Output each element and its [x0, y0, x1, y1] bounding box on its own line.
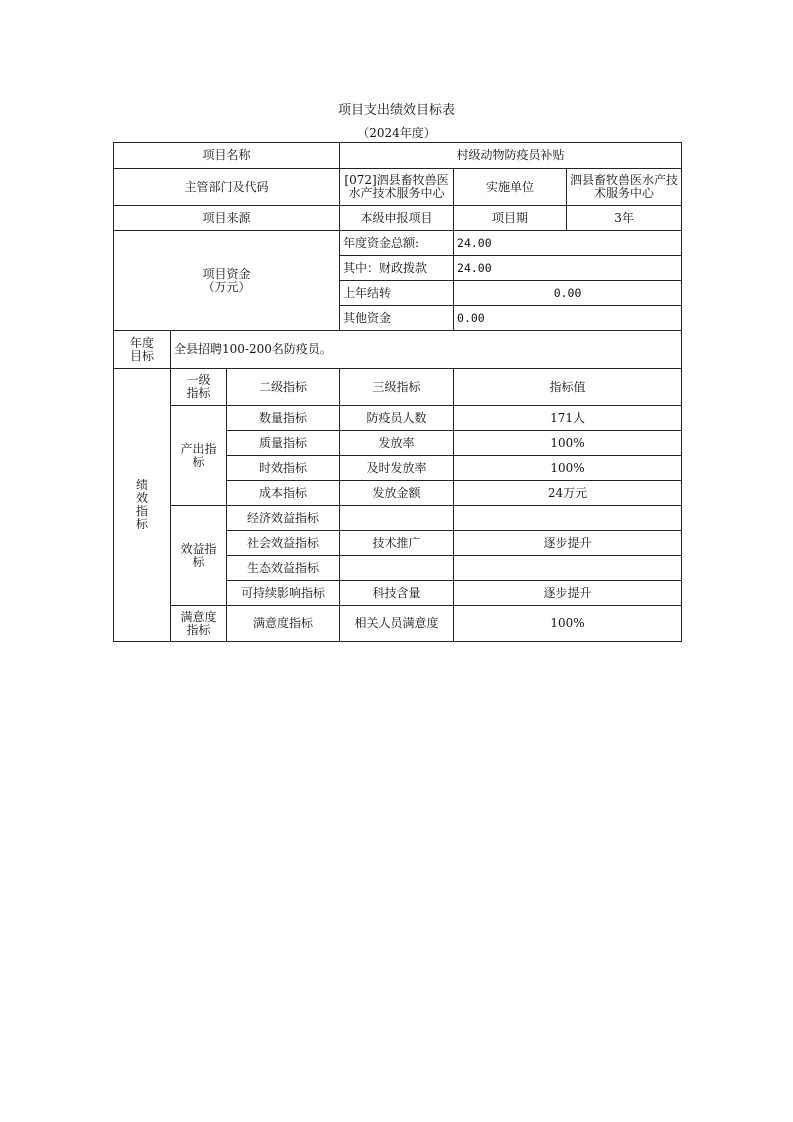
performance-label-char: 标	[135, 517, 148, 531]
period-value: 3年	[567, 206, 682, 231]
level3-cell: 及时发放率	[340, 456, 454, 481]
project-name-value: 村级动物防疫员补贴	[340, 143, 682, 169]
level3-cell: 相关人员满意度	[340, 606, 454, 642]
annual-goal-text: 全县招聘100-200名防疫员。	[171, 331, 682, 369]
level3-cell	[340, 506, 454, 531]
group-satisfaction-label	[171, 606, 227, 642]
group-benefit-line1: 效益指	[180, 541, 217, 556]
value-cell: 100%	[454, 606, 682, 642]
value-cell	[454, 506, 682, 531]
level2-cell: 满意度指标	[227, 606, 340, 642]
table-row	[114, 506, 682, 531]
level2-cell: 质量指标	[227, 431, 340, 456]
group-output-label	[171, 406, 227, 506]
level3-cell	[340, 556, 454, 581]
row-annual-goal	[114, 331, 682, 369]
annual-goal-label-line2: 目标	[129, 348, 154, 363]
row-performance-header	[114, 369, 682, 406]
level3-cell: 发放率	[340, 431, 454, 456]
level3-cell: 技术推广	[340, 531, 454, 556]
row-funds-total	[114, 231, 682, 256]
funds-row-value: 24.00	[454, 231, 682, 256]
value-cell: 逐步提升	[454, 531, 682, 556]
row-project-name	[114, 143, 682, 169]
header-level1-line1: 一级	[186, 373, 211, 387]
funds-row-value: 0.00	[454, 281, 682, 306]
level3-cell: 防疫员人数	[340, 406, 454, 431]
table-row	[114, 406, 682, 431]
level2-cell: 数量指标	[227, 406, 340, 431]
funds-row-label: 其中：财政拨款	[340, 256, 454, 281]
group-benefit-line2: 标	[192, 554, 205, 569]
value-cell	[454, 556, 682, 581]
impl-unit-label: 实施单位	[454, 169, 567, 206]
performance-label-char: 指	[135, 504, 148, 518]
row-source	[114, 206, 682, 231]
level2-cell: 时效指标	[227, 456, 340, 481]
level2-cell: 可持续影响指标	[227, 581, 340, 606]
funds-row-label: 上年结转	[340, 281, 454, 306]
performance-label-char: 绩	[135, 478, 148, 492]
period-label: 项目期	[454, 206, 567, 231]
value-cell: 171人	[454, 406, 682, 431]
funds-row-value: 24.00	[454, 256, 682, 281]
header-level2: 二级指标	[227, 369, 340, 406]
impl-unit-value: 泗县畜牧兽医水产技术服务中心	[567, 169, 682, 206]
dept-value: [072]泗县畜牧兽医水产技术服务中心	[340, 169, 454, 206]
annual-goal-label-line1: 年度	[129, 335, 154, 350]
source-label: 项目来源	[114, 206, 340, 231]
group-benefit-label	[171, 506, 227, 606]
annual-goal-label	[114, 331, 171, 369]
level3-cell: 科技含量	[340, 581, 454, 606]
document-year: （2024年度）	[357, 126, 436, 140]
level2-cell: 经济效益指标	[227, 506, 340, 531]
group-output-line2: 标	[192, 454, 205, 469]
value-cell: 100%	[454, 456, 682, 481]
header-level1-line2: 指标	[186, 386, 211, 400]
level2-cell: 成本指标	[227, 481, 340, 506]
funds-row-value: 0.00	[454, 306, 682, 331]
row-department	[114, 169, 682, 206]
funds-label	[114, 231, 340, 331]
project-name-label: 项目名称	[114, 143, 340, 169]
funds-label-line2: （万元）	[202, 279, 251, 294]
table-row	[114, 606, 682, 642]
header-level3: 三级指标	[340, 369, 454, 406]
group-satisfaction-line2: 指标	[186, 622, 211, 637]
performance-goal-table	[113, 142, 682, 642]
header-level1	[171, 369, 227, 406]
level2-cell: 社会效益指标	[227, 531, 340, 556]
group-output-line1: 产出指	[180, 441, 217, 456]
funds-label-line1: 项目资金	[202, 266, 251, 281]
header-value: 指标值	[454, 369, 682, 406]
performance-label-char: 效	[135, 491, 148, 505]
source-value: 本级申报项目	[340, 206, 454, 231]
performance-label	[114, 369, 171, 642]
group-satisfaction-line1: 满意度	[180, 609, 217, 624]
value-cell: 逐步提升	[454, 581, 682, 606]
dept-label: 主管部门及代码	[114, 169, 340, 206]
value-cell: 24万元	[454, 481, 682, 506]
document-title: 项目支出绩效目标表	[337, 103, 455, 118]
funds-row-label: 年度资金总额:	[340, 231, 454, 256]
level3-cell: 发放金额	[340, 481, 454, 506]
level2-cell: 生态效益指标	[227, 556, 340, 581]
funds-row-label: 其他资金	[340, 306, 454, 331]
value-cell: 100%	[454, 431, 682, 456]
